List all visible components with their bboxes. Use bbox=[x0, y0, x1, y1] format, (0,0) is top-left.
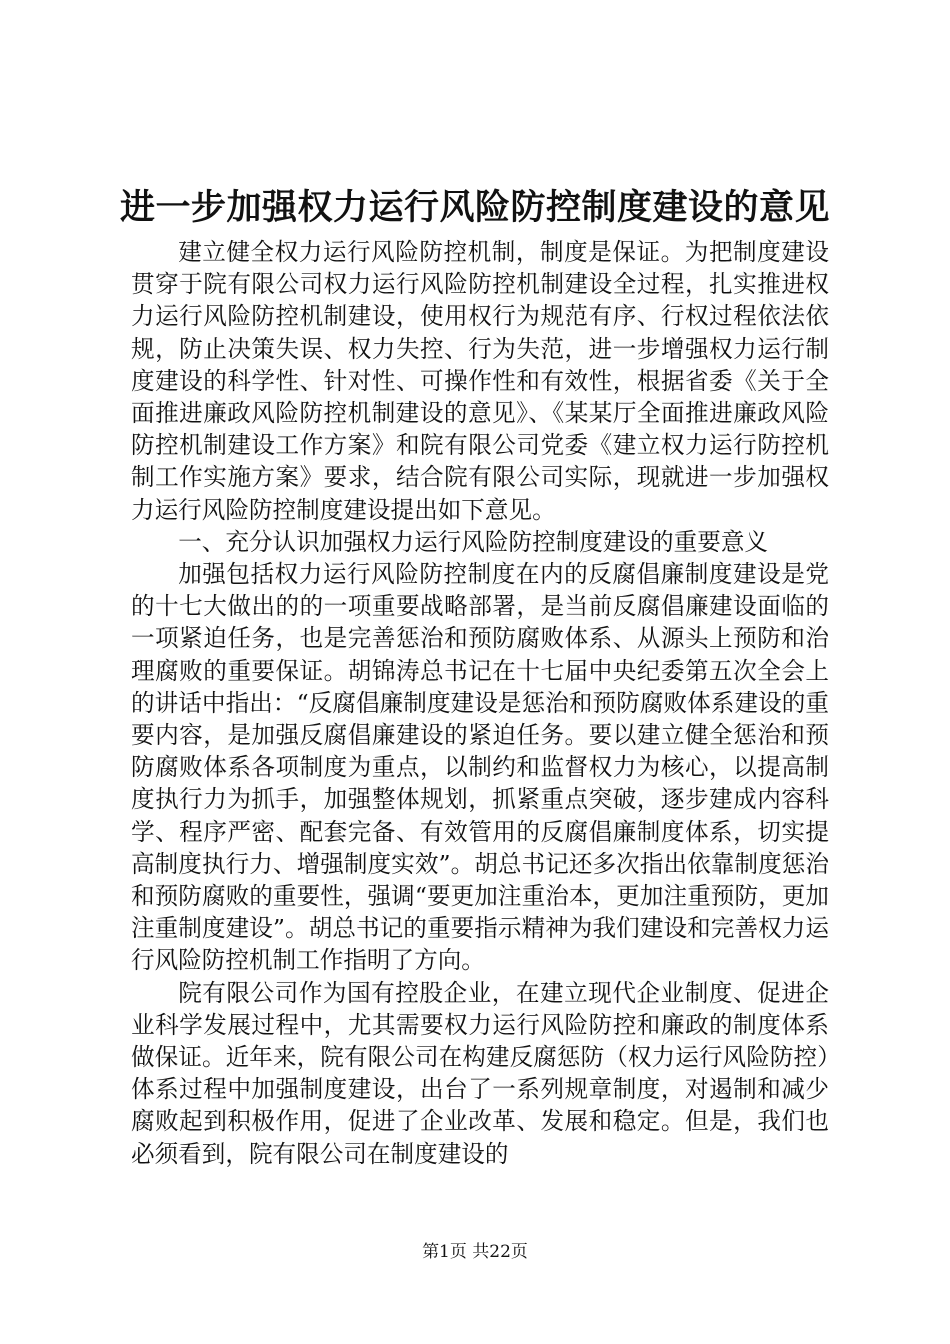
paragraph-intro: 建立健全权力运行风险防控机制，制度是保证。为把制度建设贯穿于院有限公司权力运行风险防控机制建设全过程，扎实推进权力运行风险防控机制建设，使用权行为规范有序、行权过程依法依规，防止决策失误、权力失控、行为失范，进一步增强权力运行制度建设的科学性、针对性、可操作性和有效性，根据省委《关于全面推进廉政风险防控机制建设的意见》、《某某厅全面推进廉政风险防控机制建设工作方案》和院有限公司党委《建立权力运行防控机制工作实施方案》要求，结合院有限公司实际，现就进一步加强权力运行风险防控制度建设提出如下意见。 bbox=[131, 238, 829, 524]
page-footer: 第1页 共22页 bbox=[422, 1242, 528, 1262]
document-body bbox=[131, 236, 829, 1170]
paragraph-importance: 加强包括权力运行风险防控制度在内的反腐倡廉制度建设是党的十七大做出的的一项重要战略部署，是当前反腐倡廉建设面临的一项紧迫任务，也是完善惩治和预防腐败体系、从源头上预防和治理腐败的重要保证。胡锦涛总书记在十七届中央纪委第五次全会上的讲话中指出：“反腐倡廉制度建设是惩治和预防腐败体系建设的重要内容，是加强反腐倡廉建设的紧迫任务。要以建立健全惩治和预防腐败体系各项制度为重点，以制约和监督权力为核心，以提高制度执行力为抓手，加强整体规划，抓紧重点突破，逐步建成内容科学、程序严密、配套完备、有效管用的反腐倡廉制度体系，切实提高制度执行力、增强制度实效”。胡总书记还多次指出依靠制度惩治和预防腐败的重要性，强调“要更加注重治本，更加注重预防，更加注重制度建设”。胡总书记的重要指示精神为我们建设和完善权力运行风险防控机制工作指明了方向。 bbox=[131, 560, 829, 975]
paragraph-company: 院有限公司作为国有控股企业，在建立现代企业制度、促进企业科学发展过程中，尤其需要权力运行风险防控和廉政的制度体系做保证。近年来，院有限公司在构建反腐惩防（权力运行风险防控）体系过程中加强制度建设，出台了一系列规章制度，对遏制和减少腐败起到积极作用，促进了企业改革、发展和稳定。但是，我们也必须看到，院有限公司在制度建设的 bbox=[131, 978, 829, 1168]
document-title: 进一步加强权力运行风险防控制度建设的意见 bbox=[119, 187, 830, 228]
section-heading-1: 一、充分认识加强权力运行风险防控制度建设的重要意义 bbox=[178, 527, 769, 556]
